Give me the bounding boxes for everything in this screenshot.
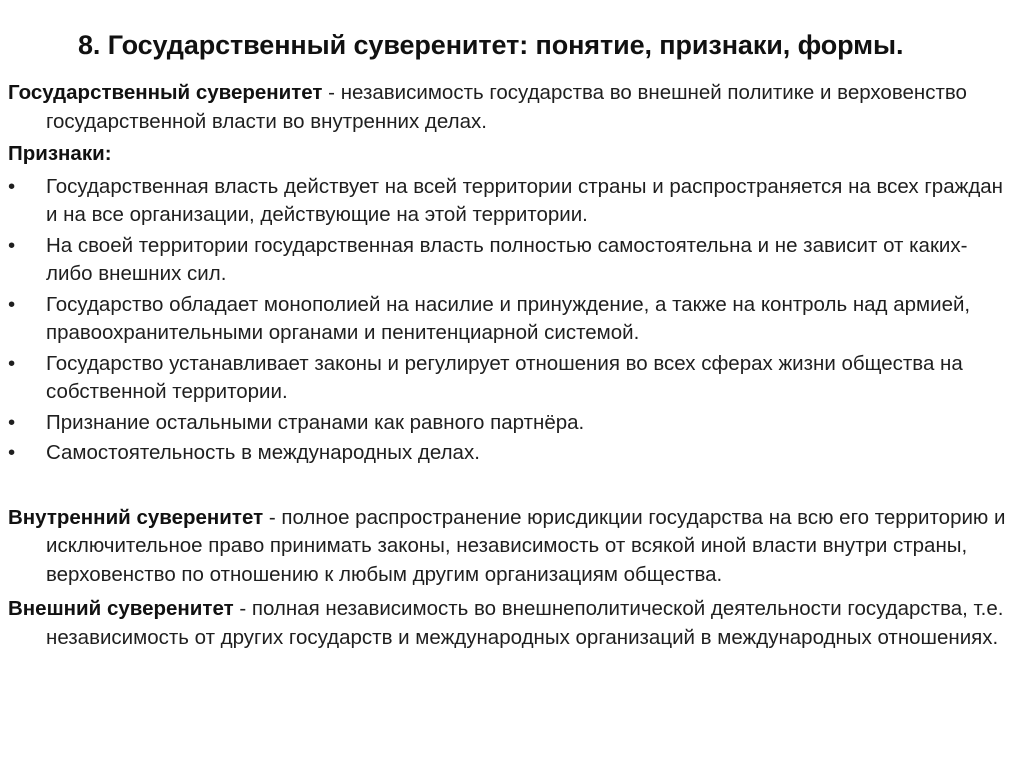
internal-sovereignty-separator: - xyxy=(263,505,282,529)
feature-text: На своей территории государственная власть полностью самостоятельна и не зависит от каких-либо внешних сил. xyxy=(46,233,968,285)
bullet-icon: • xyxy=(8,233,16,257)
bullet-icon: • xyxy=(8,292,16,316)
list-item xyxy=(8,409,1008,438)
slide-title: 8. Государственный суверенитет: понятие, признаки, формы. xyxy=(78,30,904,60)
feature-text: Признание остальными странами как равного партнёра. xyxy=(46,410,585,434)
list-item xyxy=(8,439,1008,468)
feature-text: Государство обладает монополией на насилие и принуждение, а также на контроль над армией, правоохранительными органами и пенитенциарной системой. xyxy=(46,292,971,344)
internal-sovereignty-text: полное распространение юрисдикции государства на всю его территорию и исключительное право принимать законы, независимость от всякой иной власти внутри страны, верховенство по отношению к любым другим организациям общества. xyxy=(46,505,1006,586)
slide-content xyxy=(8,79,1008,652)
feature-text: Государство устанавливает законы и регулирует отношения во всех сферах жизни общества на собственной территории. xyxy=(46,351,963,403)
external-sovereignty-text: полная независимость во внешнеполитической деятельности государства, т.е. независимость от других государств и международных организаций в международных отношениях. xyxy=(46,597,1004,649)
definition-text: независимость государства во внешней политике и верховенство государственной власти во внутренних делах. xyxy=(46,81,967,133)
external-sovereignty-term: Внешний суверенитет xyxy=(8,597,234,620)
bullet-icon: • xyxy=(8,174,16,198)
definition-paragraph xyxy=(8,79,1008,136)
internal-sovereignty-term: Внутренний суверенитет xyxy=(8,505,264,529)
spacer xyxy=(8,470,1008,504)
bullet-icon: • xyxy=(8,351,16,375)
list-item xyxy=(8,173,1008,230)
definition-term: Государственный суверенитет xyxy=(8,81,323,104)
list-item xyxy=(8,232,1008,289)
feature-text: Государственная власть действует на всей территории страны и распространяется на всех граждан и на все организации, действующие на этой территории. xyxy=(46,174,1004,226)
internal-sovereignty-paragraph xyxy=(8,504,1008,590)
features-heading: Признаки: xyxy=(8,142,112,165)
bullet-icon: • xyxy=(8,410,16,434)
definition-separator: - xyxy=(322,81,341,104)
feature-text: Самостоятельность в международных делах. xyxy=(46,441,480,464)
features-list xyxy=(8,173,1008,468)
list-item xyxy=(8,350,1008,407)
list-item xyxy=(8,291,1008,348)
bullet-icon: • xyxy=(8,441,16,464)
external-sovereignty-paragraph xyxy=(8,595,1008,652)
external-sovereignty-separator: - xyxy=(233,597,252,620)
